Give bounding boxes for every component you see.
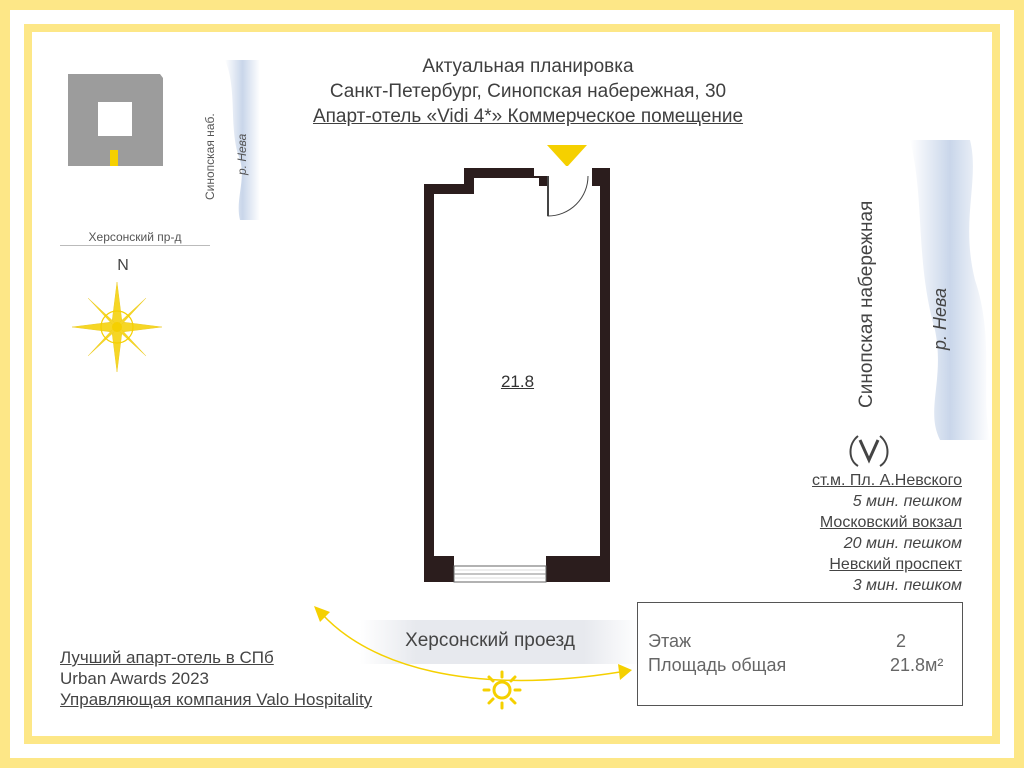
address: Санкт-Петербург, Синопская набережная, 30 (329, 81, 727, 102)
mini-street-khersonsky: Херсонский пр-д (88, 230, 182, 244)
award-line-2: Urban Awards 2023 (60, 669, 210, 688)
transport-time-3: 3 мин. пешком (852, 577, 962, 594)
door-opening (544, 166, 592, 190)
metro-icon (848, 430, 890, 470)
award-line-1: Лучший апарт-отель в СПб (60, 648, 274, 667)
location-marker (110, 150, 118, 166)
transport-place-2: Московский вокзал (819, 514, 962, 531)
area-label: Площадь общая (648, 655, 787, 675)
arrow-right-icon (618, 664, 632, 680)
right-river-label: р. Нева (930, 287, 950, 350)
page-title: Актуальная планировка (422, 56, 634, 77)
property-type: Апарт-отель «Vidi 4*» Коммерческое помещение (312, 106, 744, 127)
transport-time-2: 20 мин. пешком (843, 535, 962, 552)
info-box (637, 602, 963, 706)
bottom-street-label: Херсонский проезд (405, 630, 575, 651)
room-area-label: 21.8 (500, 372, 535, 391)
sun-icon (482, 670, 522, 710)
transport-place-1: ст.м. Пл. А.Невского (812, 472, 962, 489)
mini-river-label: р. Нева (235, 133, 249, 175)
north-label: N (117, 257, 129, 274)
management-company: Управляющая компания Valo Hospitality (60, 690, 373, 709)
courtyard (98, 102, 132, 136)
street-divider (60, 245, 210, 246)
transport-time-1: 5 мин. пешком (852, 493, 962, 510)
floor-label: Этаж (648, 631, 692, 651)
floor-value: 2 (896, 631, 907, 651)
right-street-label: Синопская набережная (856, 200, 877, 408)
mini-street-sinopskaya: Синопская наб. (203, 113, 217, 200)
compass-rose-icon (70, 280, 164, 374)
transport-place-3: Невский проспект (829, 556, 962, 573)
mini-map (60, 60, 260, 220)
area-value: 21.8м² (890, 655, 944, 675)
